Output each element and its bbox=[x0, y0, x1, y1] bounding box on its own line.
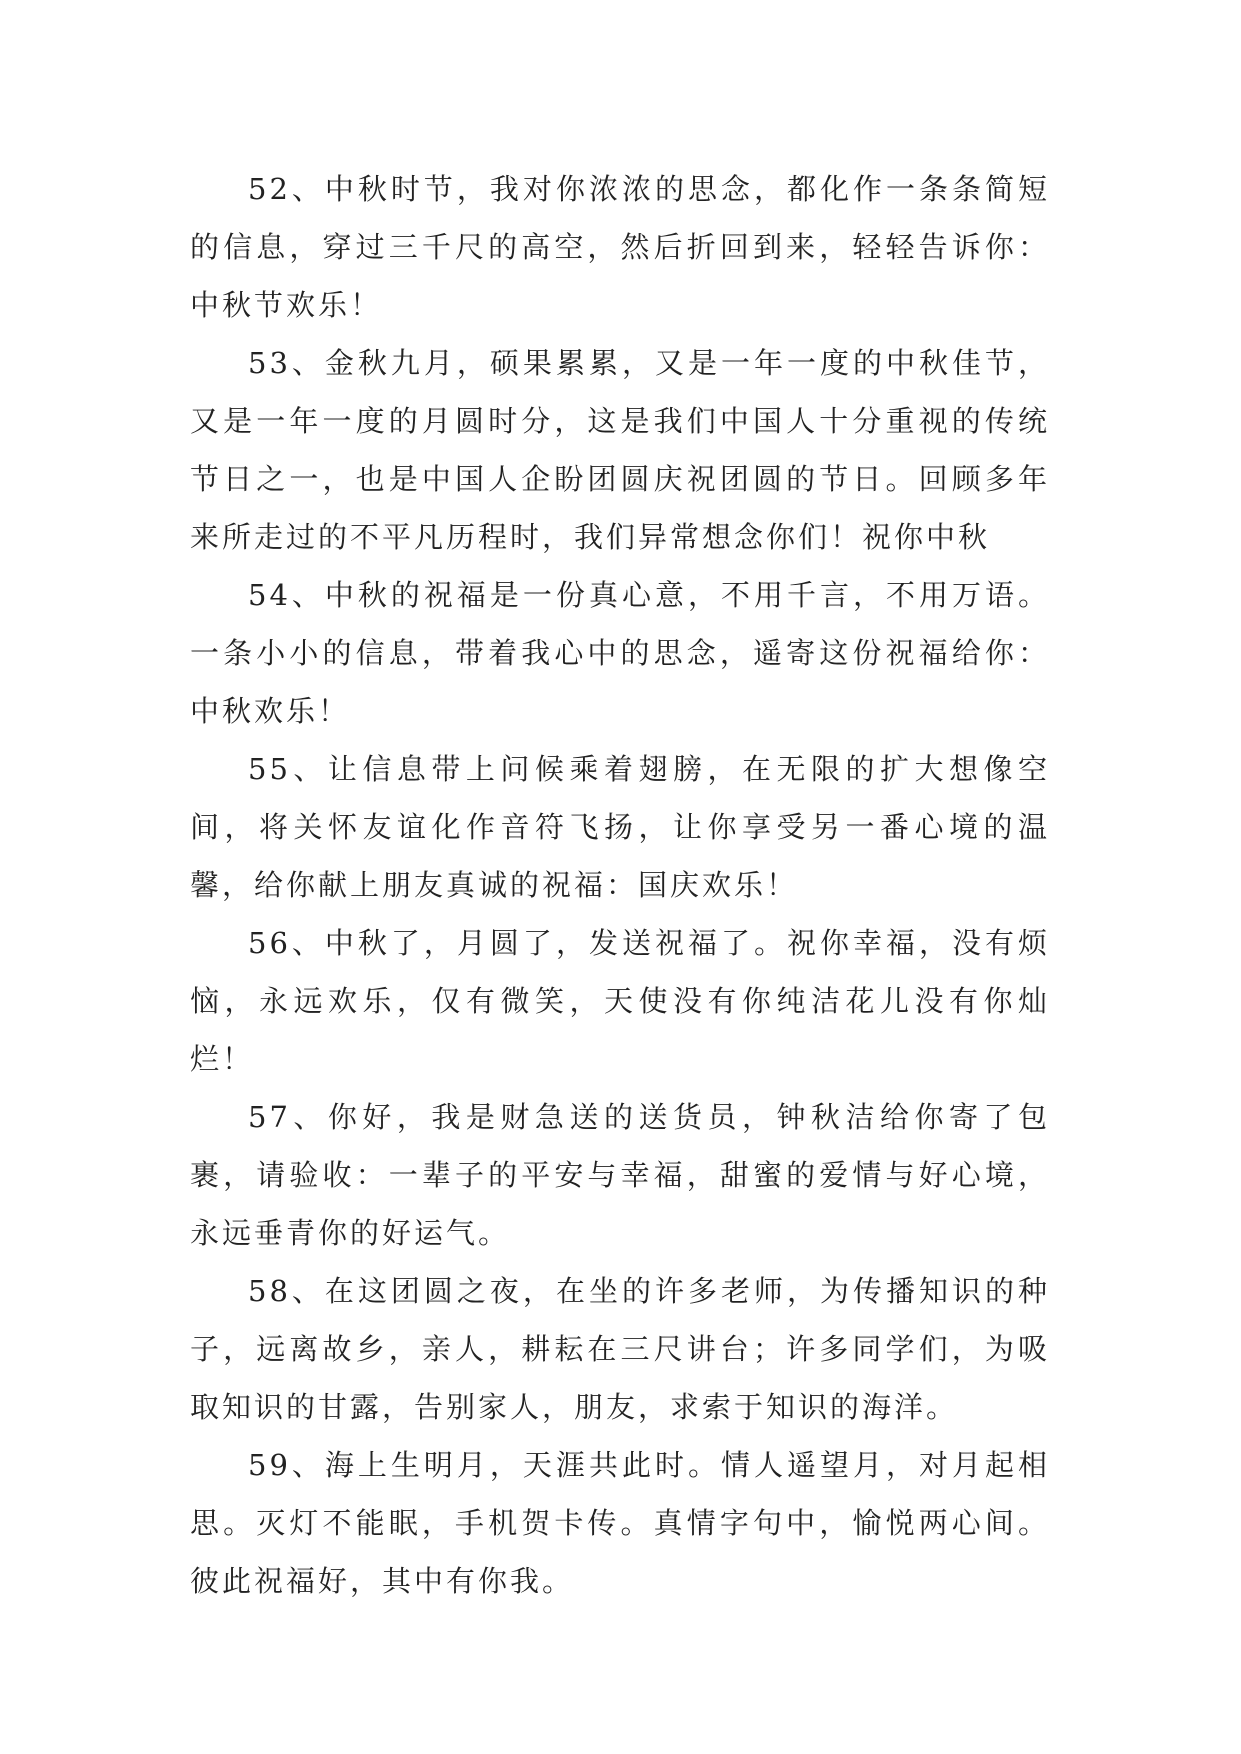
paragraph-54: 54、中秋的祝福是一份真心意，不用千言，不用万语。一条小小的信息，带着我心中的思念，遥寄这份祝福给你：中秋欢乐！ bbox=[190, 578, 1050, 728]
document-body bbox=[190, 160, 1050, 1610]
paragraph-52: 52、中秋时节，我对你浓浓的思念，都化作一条条简短的信息，穿过三千尺的高空，然后折回到来，轻轻告诉你：中秋节欢乐！ bbox=[190, 172, 1050, 322]
paragraph-53: 53、金秋九月，硕果累累，又是一年一度的中秋佳节，又是一年一度的月圆时分，这是我们中国人十分重视的传统节日之一，也是中国人企盼团圆庆祝团圆的节日。回顾多年来所走过的不平凡历程时，我们异常想念你们！祝你中秋 bbox=[190, 346, 1050, 554]
paragraph-56: 56、中秋了，月圆了，发送祝福了。祝你幸福，没有烦恼，永远欢乐，仅有微笑，天使没有你纯洁花儿没有你灿烂！ bbox=[190, 926, 1050, 1076]
paragraph-59: 59、海上生明月，天涯共此时。情人遥望月，对月起相思。灭灯不能眠，手机贺卡传。真情字句中，愉悦两心间。彼此祝福好，其中有你我。 bbox=[190, 1448, 1050, 1598]
paragraph-57: 57、你好，我是财急送的送货员，钟秋洁给你寄了包裹，请验收：一辈子的平安与幸福，甜蜜的爱情与好心境，永远垂青你的好运气。 bbox=[190, 1100, 1050, 1250]
paragraph-55: 55、让信息带上问候乘着翅膀，在无限的扩大想像空间，将关怀友谊化作音符飞扬，让你享受另一番心境的温馨，给你献上朋友真诚的祝福：国庆欢乐！ bbox=[190, 752, 1050, 902]
paragraph-58: 58、在这团圆之夜，在坐的许多老师，为传播知识的种子，远离故乡，亲人，耕耘在三尺讲台；许多同学们，为吸取知识的甘露，告别家人，朋友，求索于知识的海洋。 bbox=[190, 1274, 1050, 1424]
